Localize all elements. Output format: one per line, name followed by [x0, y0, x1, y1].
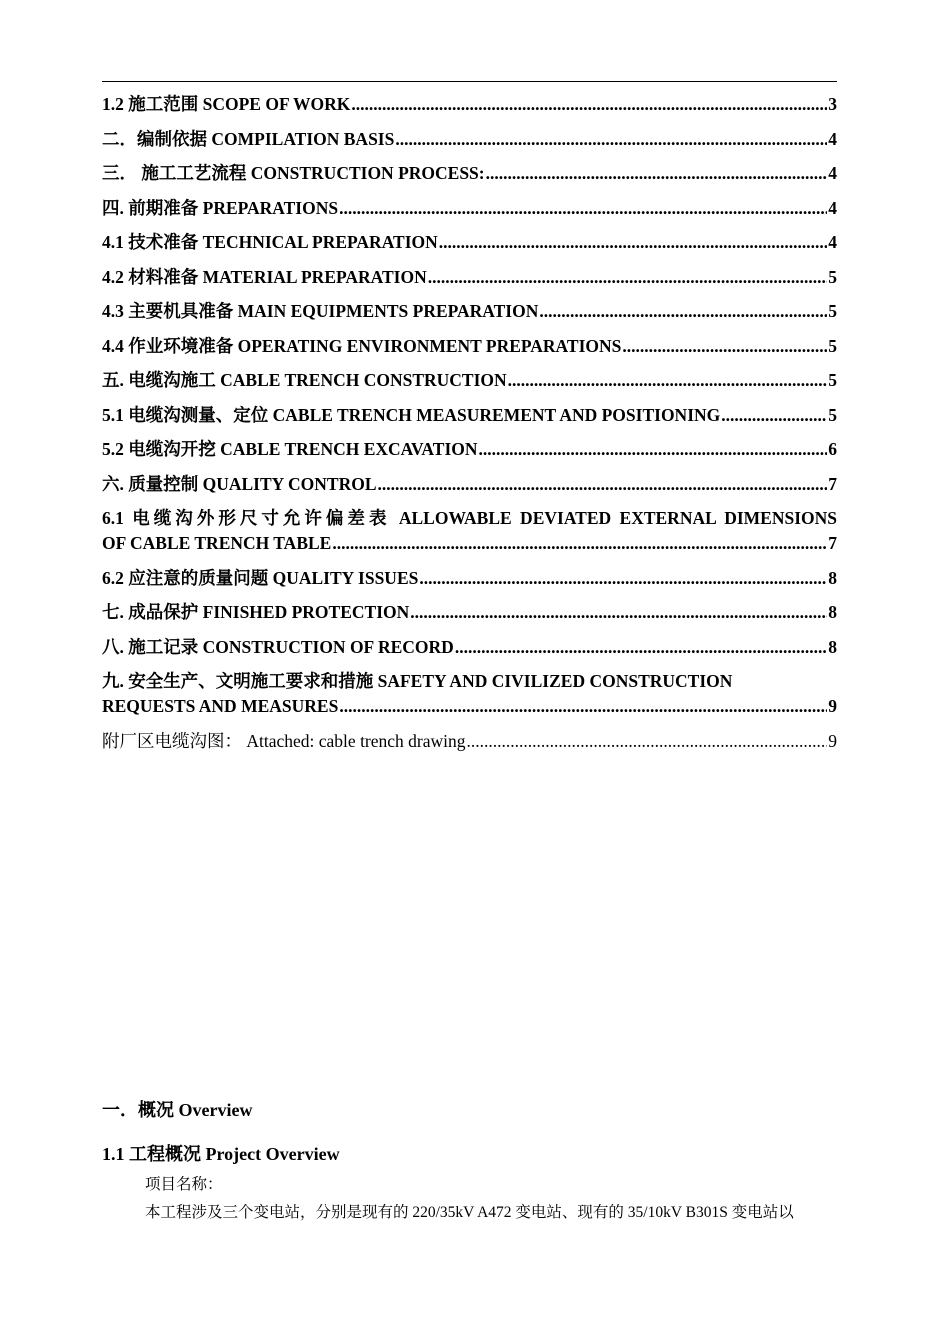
toc-title: 5.2 电缆沟开挖 CABLE TRENCH EXCAVATION — [102, 439, 478, 459]
toc-leader — [486, 161, 828, 186]
toc-leader — [378, 472, 828, 497]
toc-page: 3 — [828, 94, 837, 114]
toc-entry[interactable] — [102, 403, 837, 428]
toc-title: 4.1 技术准备 TECHNICAL PREPARATION — [102, 232, 438, 252]
toc-leader — [332, 531, 827, 556]
toc-entry[interactable] — [102, 600, 837, 625]
toc-leader — [395, 127, 827, 152]
toc-page: 8 — [828, 602, 837, 622]
toc-title: 5.1 电缆沟测量、定位 CABLE TRENCH MEASUREMENT AND POSITIONING — [102, 404, 721, 425]
toc-leader — [351, 92, 827, 117]
toc-title: 五. 电缆沟施工 CABLE TRENCH CONSTRUCTION — [102, 370, 507, 390]
toc-title-continued: OF CABLE TRENCH TABLE — [102, 533, 332, 553]
toc-leader — [467, 729, 828, 754]
toc-page: 5 — [828, 404, 837, 425]
toc-title: 6.1 电缆沟外形尺寸允许偏差表 ALLOWABLE DEVIATED EXTERNAL DIMENSIONS — [102, 508, 837, 528]
subsection-heading: 1.1 工程概况 Project Overview — [102, 1144, 340, 1164]
toc-page: 4 — [828, 197, 837, 218]
toc-page: 4 — [828, 232, 837, 252]
toc-entry[interactable] — [102, 127, 837, 152]
toc-title: 六. 质量控制 QUALITY CONTROL — [102, 473, 377, 494]
toc-entry[interactable] — [102, 334, 837, 359]
toc-title: 4.3 主要机具准备 MAIN EQUIPMENTS PREPARATION — [102, 301, 539, 321]
toc-title: 四. 前期准备 PREPARATIONS — [102, 197, 339, 218]
toc-entry[interactable] — [102, 265, 837, 290]
toc-page: 4 — [828, 163, 837, 183]
toc-entry[interactable] — [102, 669, 837, 719]
toc-title: 附厂区电缆沟图： Attached: cable trench drawing — [102, 730, 466, 751]
toc-title: 1.2 施工范围 SCOPE OF WORK — [102, 94, 351, 114]
toc-leader — [339, 196, 827, 221]
section-heading: 一．概况 Overview — [102, 1100, 253, 1120]
toc-leader — [455, 635, 827, 660]
toc-leader — [339, 694, 827, 719]
toc-page: 5 — [828, 301, 837, 321]
toc-leader — [479, 437, 828, 462]
toc-title: 九. 安全生产、文明施工要求和措施 SAFETY AND CIVILIZED CONSTRUCTION — [102, 671, 733, 691]
toc-page: 4 — [828, 128, 837, 149]
toc-entry[interactable] — [102, 506, 837, 556]
toc-page: 8 — [828, 567, 837, 588]
toc-title: 七. 成品保护 FINISHED PROTECTION — [102, 602, 410, 622]
toc-page: 5 — [828, 266, 837, 287]
toc-page: 7 — [828, 533, 837, 553]
body-paragraph: 本工程涉及三个变电站，分别是现有的 220/35kV A472 变电站、现有的 35/10kV B301S 变电站以 — [145, 1204, 794, 1221]
toc-entry[interactable] — [102, 368, 837, 393]
toc-page: 6 — [828, 439, 837, 459]
toc-entry[interactable] — [102, 230, 837, 255]
toc-page: 8 — [828, 636, 837, 657]
toc-page: 9 — [828, 696, 837, 716]
toc-page: 7 — [828, 473, 837, 494]
toc-page: 5 — [828, 370, 837, 390]
toc-leader — [539, 299, 827, 324]
table-of-contents — [102, 92, 837, 763]
toc-leader — [410, 600, 827, 625]
toc-page: 5 — [828, 335, 837, 356]
toc-title: 4.2 材料准备 MATERIAL PREPARATION — [102, 266, 427, 287]
toc-title: 三． 施工工艺流程 CONSTRUCTION PROCESS: — [102, 163, 485, 183]
header-rule — [102, 81, 837, 82]
toc-leader — [508, 368, 828, 393]
toc-leader — [419, 566, 827, 591]
toc-title-continued: REQUESTS AND MEASURES — [102, 696, 339, 716]
toc-page: 9 — [828, 730, 837, 751]
toc-entry[interactable] — [102, 196, 837, 221]
toc-leader — [428, 265, 828, 290]
toc-entry[interactable] — [102, 566, 837, 591]
project-name-label: 项目名称： — [145, 1176, 223, 1193]
toc-entry[interactable] — [102, 437, 837, 462]
toc-title: 八. 施工记录 CONSTRUCTION OF RECORD — [102, 636, 454, 657]
toc-entry[interactable] — [102, 729, 837, 754]
toc-entry[interactable] — [102, 472, 837, 497]
toc-entry[interactable] — [102, 92, 837, 117]
toc-leader — [439, 230, 827, 255]
toc-entry[interactable] — [102, 635, 837, 660]
toc-leader — [622, 334, 827, 359]
toc-leader — [721, 403, 827, 428]
toc-title: 4.4 作业环境准备 OPERATING ENVIRONMENT PREPARATIONS — [102, 335, 622, 356]
toc-title: 6.2 应注意的质量问题 QUALITY ISSUES — [102, 567, 419, 588]
toc-entry[interactable] — [102, 161, 837, 186]
toc-entry[interactable] — [102, 299, 837, 324]
toc-title: 二．编制依据 COMPILATION BASIS — [102, 128, 395, 149]
